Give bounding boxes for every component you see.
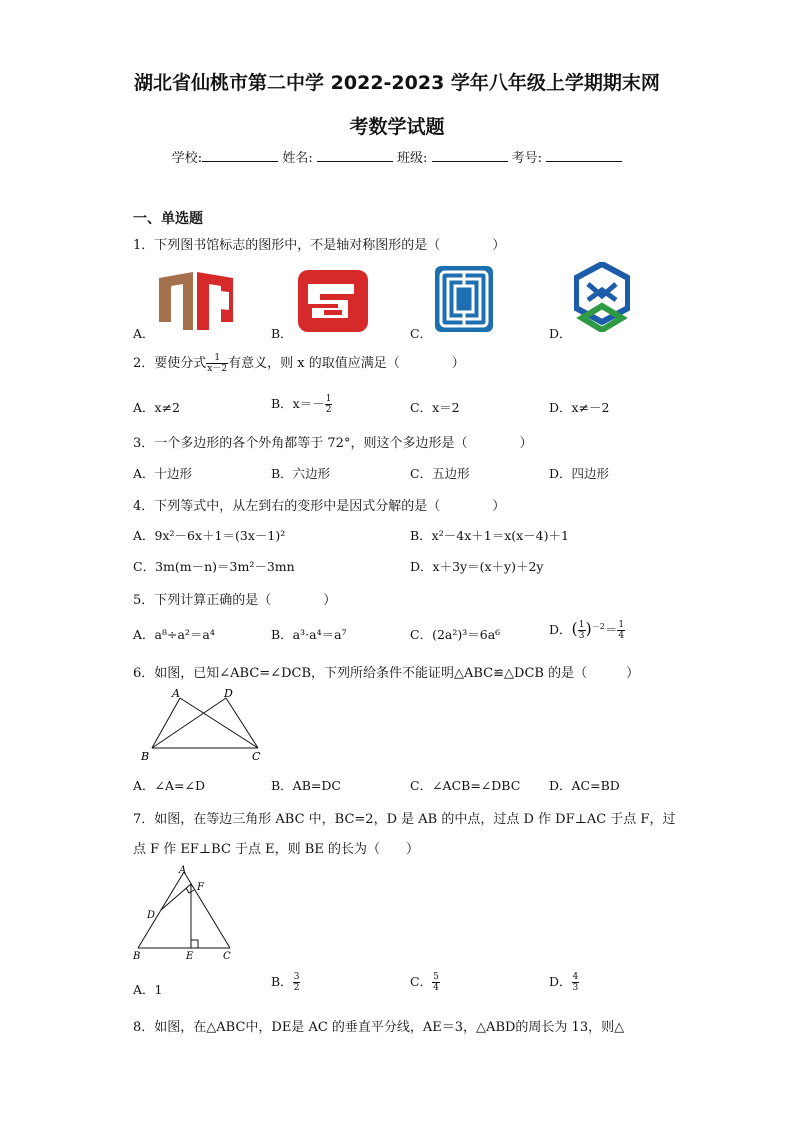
- q7-d-den: 3: [572, 983, 579, 993]
- q2-option-c[interactable]: C．x＝2: [410, 400, 460, 415]
- q7-b-den: 2: [293, 983, 300, 993]
- school-blank[interactable]: [202, 147, 278, 162]
- q4-option-a[interactable]: A．9x²－6x＋1＝(3x－1)²: [133, 528, 286, 543]
- q1-option-a[interactable]: A．: [133, 326, 155, 341]
- q3-option-d[interactable]: D．四边形: [549, 466, 610, 481]
- q7-label-c: C: [223, 951, 231, 962]
- q7-label-e: E: [186, 951, 194, 962]
- q6-triangle-diagram: [138, 686, 268, 766]
- q7-d-fraction: [572, 972, 580, 993]
- book-logo-icon: [157, 270, 235, 334]
- q2-b-num: 1: [325, 394, 332, 404]
- q6-option-a[interactable]: A．∠A=∠D: [133, 778, 205, 793]
- q7-b-pre: B．: [271, 974, 293, 989]
- q3-option-b[interactable]: B．六边形: [271, 466, 331, 481]
- q7-label-d: D: [147, 910, 156, 921]
- q2-option-a[interactable]: A．x≠2: [133, 400, 181, 415]
- q4-option-d[interactable]: D．x＋3y＝(x＋y)＋2y: [410, 559, 544, 574]
- q6-stem: 6．如图，已知∠ABC=∠DCB，下列所给条件不能证明△ABC≌△DCB 的是（ ）: [133, 666, 640, 681]
- q2-b-pre: B．x＝－: [271, 396, 325, 411]
- q5-d-pre: D．: [549, 622, 572, 637]
- hexagon-logo-icon: [574, 262, 630, 332]
- q5-option-c[interactable]: C．(2a²)³＝6a⁶: [410, 627, 501, 642]
- q2-fraction: [206, 353, 228, 374]
- name-label: 姓名:: [282, 151, 313, 166]
- exam-title-line1: 湖北省仙桃市第二中学 2022-2023 学年八年级上学期期末网: [134, 72, 660, 94]
- q7-c-fraction: [432, 972, 440, 993]
- q7-stem-line2: 点 F 作 EF⊥BC 于点 E，则 BE 的长为（ ）: [133, 842, 419, 857]
- q5-d-fraction: [578, 620, 586, 641]
- q5-stem: 5．下列计算正确的是（ ）: [133, 593, 337, 608]
- q5-d-paren-open: (: [571, 619, 578, 638]
- q5-d-paren-close: ): [585, 619, 592, 638]
- q5-d-rnum: 1: [618, 620, 625, 630]
- number-label: 考号:: [511, 151, 543, 166]
- section-single-choice: 一、单选题: [133, 211, 203, 227]
- q7-label-a: A: [179, 865, 187, 876]
- q7-b-num: 3: [293, 972, 300, 982]
- q1-option-b[interactable]: B．: [271, 326, 293, 341]
- red-swirl-logo-icon: [298, 270, 368, 332]
- q1-option-d[interactable]: D．: [549, 326, 572, 341]
- q7-c-den: 4: [433, 983, 439, 993]
- q7-c-num: 5: [433, 972, 439, 982]
- q7-label-b: B: [133, 951, 141, 962]
- q5-d-den: 3: [578, 631, 585, 641]
- q7-option-d[interactable]: [549, 972, 579, 993]
- exam-title-line2: 考数学试题: [349, 116, 445, 138]
- q3-stem: 3．一个多边形的各个外角都等于 72°，则这个多边形是（ ）: [133, 436, 533, 451]
- q1-stem: 1．下列图书馆标志的图形中，不是轴对称图形的是（ ）: [133, 238, 506, 253]
- q6-label-c: C: [252, 750, 261, 763]
- q7-option-a[interactable]: A．1: [133, 982, 163, 997]
- q2-b-den: 2: [325, 405, 332, 415]
- number-blank[interactable]: [546, 147, 622, 162]
- q5-d-rden: 4: [618, 631, 625, 641]
- q6-label-b: B: [141, 750, 150, 763]
- q6-option-b[interactable]: B．AB=DC: [271, 778, 341, 793]
- q7-option-b[interactable]: [271, 972, 300, 993]
- school-label: 学校:: [171, 151, 203, 166]
- q3-option-a[interactable]: A．十边形: [133, 466, 193, 481]
- q5-d-result-fraction: [617, 620, 625, 641]
- q2-stem: [133, 352, 465, 374]
- q5-option-a[interactable]: A．a⁸÷a²＝a⁴: [133, 627, 215, 642]
- q2-stem-pre: 2．要使分式: [133, 356, 207, 371]
- q7-c-pre: C．: [410, 974, 433, 989]
- q1-option-c[interactable]: C．: [410, 326, 433, 341]
- q6-option-c[interactable]: C．∠ACB=∠DBC: [410, 778, 521, 793]
- student-info-line: [0, 147, 794, 166]
- q6-option-d[interactable]: D．AC=BD: [549, 778, 620, 793]
- q4-option-b[interactable]: B．x²－4x＋1＝x(x－4)＋1: [410, 528, 569, 543]
- q5-d-num: 1: [578, 620, 585, 630]
- q4-stem: 4．下列等式中，从左到右的变形中是因式分解的是（ ）: [133, 499, 506, 514]
- q7-option-c[interactable]: [410, 972, 440, 993]
- name-blank[interactable]: [317, 147, 393, 162]
- q5-option-b[interactable]: B．a³·a⁴＝a⁷: [271, 627, 347, 642]
- q2-frac-den: x－2: [207, 364, 228, 374]
- q5-option-d[interactable]: [549, 619, 625, 641]
- q7-b-fraction: [293, 972, 301, 993]
- q7-d-pre: D．: [549, 974, 572, 989]
- q2-frac-num: 1: [206, 353, 228, 364]
- q2-b-fraction: [325, 394, 333, 415]
- class-blank[interactable]: [432, 147, 508, 162]
- q7-d-num: 4: [572, 972, 579, 982]
- q3-option-c[interactable]: C．五边形: [410, 466, 470, 481]
- q5-d-exponent: －2: [591, 621, 605, 631]
- class-label: 班级:: [397, 151, 428, 166]
- q6-label-a: A: [172, 687, 180, 700]
- blue-maze-logo-icon: [435, 266, 493, 332]
- q6-label-d: D: [224, 687, 233, 700]
- q2-option-d[interactable]: D．x≠－2: [549, 400, 610, 415]
- q2-stem-post: 有意义，则 x 的取值应满足（ ）: [228, 356, 465, 371]
- q2-option-b[interactable]: [271, 394, 332, 415]
- q7-triangle-diagram: [130, 864, 240, 964]
- q7-label-f: F: [197, 882, 204, 893]
- q5-d-equals: ＝: [604, 622, 618, 637]
- q7-stem-line1: 7．如图，在等边三角形 ABC 中，BC=2，D 是 AB 的中点，过点 D 作 DF⊥AC 于点 F，过: [133, 812, 676, 827]
- q4-option-c[interactable]: C．3m(m－n)＝3m²－3mn: [133, 559, 295, 574]
- q8-stem: 8．如图，在△ABC中，DE是 AC 的垂直平分线，AE＝3，△ABD的周长为 13，则△: [133, 1020, 625, 1035]
